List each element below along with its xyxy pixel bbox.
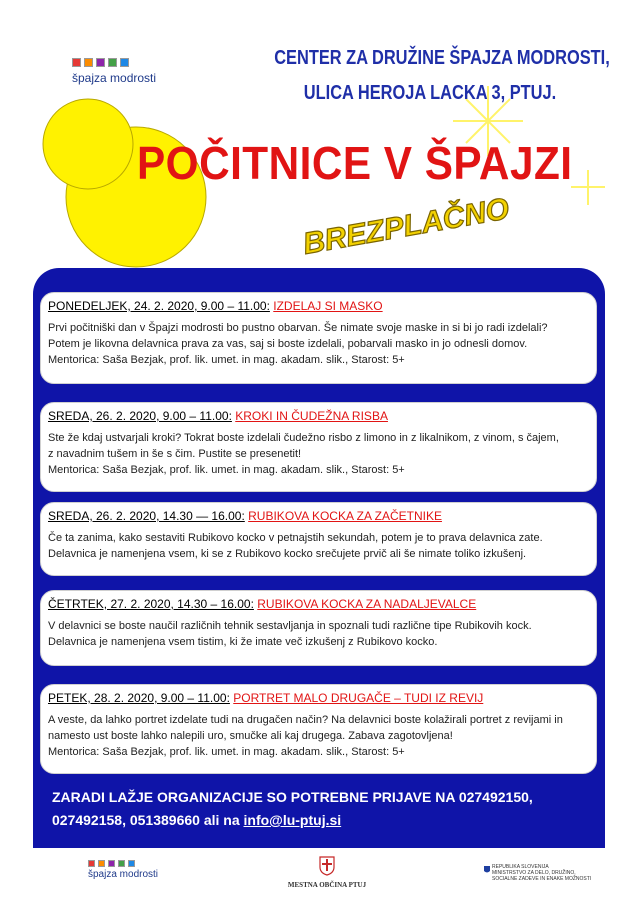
mentor-line: Mentorica: Saša Bezjak, prof. lik. umet. in mag. akadam. slik., Starost: 5+: [48, 464, 405, 476]
registration-line-2: [52, 809, 597, 832]
workshop-title: [48, 408, 589, 424]
workshop-description: [48, 712, 589, 760]
workshop-name: PORTRET MALO DRUGAČE – TUDI IZ REVIJ: [233, 691, 484, 705]
workshop-description: [48, 320, 589, 368]
municipality-block: [282, 856, 372, 889]
description-line: V delavnici se boste naučil različnih tehnik sestavljanja in spoznali tudi različne tipe Rubikovih kock.: [48, 620, 532, 632]
workshop-card: [40, 292, 597, 384]
workshop-name: KROKI IN ČUDEŽNA RISBA: [235, 409, 388, 423]
slovenia-arms-icon: [484, 866, 490, 874]
ministry-line: REPUBLIKA SLOVENIJA: [492, 864, 549, 870]
small-yellow-circle: [43, 99, 133, 189]
workshop-title: [48, 596, 589, 612]
workshop-description: [48, 430, 589, 478]
registration-line-1: ZARADI LAŽJE ORGANIZACIJE SO POTREBNE PRIJAVE NA 027492150,: [52, 789, 533, 805]
workshop-name: RUBIKOVA KOCKA ZA ZAČETNIKE: [248, 509, 442, 523]
description-line: z navadnim tušem in še s čim. Pustite se presenetit!: [48, 448, 302, 460]
free-label: BREZPLAČNO: [300, 192, 512, 261]
workshop-title: [48, 508, 589, 524]
ministry-line: SOCIALNE ZADEVE IN ENAKE MOŽNOSTI: [492, 876, 592, 882]
header-line-1: CENTER ZA DRUŽINE ŠPAJZA MODROSTI,: [274, 47, 610, 69]
workshop-card: [40, 684, 597, 774]
workshop-name: RUBIKOVA KOCKA ZA NADALJEVALCE: [257, 597, 477, 611]
description-line: Če ta zanima, kako sestaviti Rubikovo kocko v petnajstih sekundah, potem je to prava delavnica zate.: [48, 532, 543, 544]
email-link[interactable]: info@lu-ptuj.si: [243, 812, 342, 828]
workshop-title: [48, 690, 589, 706]
description-line: Prvi počitniški dan v Špajzi modrosti bo pustno obarvan. Še nimate svoje maske in si bi jo radi izdelali?: [48, 322, 548, 334]
page-title: POČITNICE V ŠPAJZI: [137, 137, 573, 189]
registration-info: [52, 786, 597, 832]
description-line: namesto ust boste lahko nalepili uro, smučke ali kaj drugega. Zabava zagotovljena!: [48, 730, 453, 742]
workshop-date: ČETRTEK, 27. 2. 2020, 14.30 – 16.00:: [48, 597, 254, 611]
ministry-block: [492, 864, 591, 882]
workshop-card: [40, 502, 597, 576]
description-line: Delavnica je namenjena vsem tistim, ki že imate več izkušenj z Rubikovo kocko.: [48, 636, 438, 648]
footer-logo-text: špajza modrosti: [88, 869, 159, 880]
logo-squares: [88, 860, 158, 867]
ministry-line: MINISTRSTVO ZA DELO, DRUŽINO,: [492, 870, 576, 876]
workshop-card: [40, 402, 597, 492]
workshop-card: [40, 590, 597, 666]
workshop-description: [48, 530, 589, 562]
mentor-line: Mentorica: Saša Bezjak, prof. lik. umet. in mag. akadam. slik., Starost: 5+: [48, 746, 405, 758]
mentor-line: Mentorica: Saša Bezjak, prof. lik. umet. in mag. akadam. slik., Starost: 5+: [48, 354, 405, 366]
workshop-date: SREDA, 26. 2. 2020, 14.30 — 16.00:: [48, 509, 245, 523]
description-line: A veste, da lahko portret izdelate tudi na drugačen način? Na delavnici boste kolažirali portret z revijami in: [48, 714, 563, 726]
sparkle-small-icon: [571, 170, 605, 205]
workshop-date: SREDA, 26. 2. 2020, 9.00 – 11.00:: [48, 409, 232, 423]
description-line: Delavnica je namenjena vsem, ki se z Rubikovo kocko srečujete prvič ali še nimate toliko izkušenj.: [48, 548, 527, 560]
workshop-name: IZDELAJ SI MASKO: [273, 299, 383, 313]
registration-phones: 027492158, 051389660 ali na: [52, 812, 240, 828]
workshop-title: [48, 298, 589, 314]
description-line: Ste že kdaj ustvarjali kroki? Tokrat boste izdelali čudežno risbo z limono in z likalnikom, z vinom, s čajem,: [48, 432, 559, 444]
spajza-logo-footer: [88, 860, 158, 880]
logo-text: špajza modrosti: [72, 71, 157, 85]
workshop-date: PETEK, 28. 2. 2020, 9.00 – 11.00:: [48, 691, 230, 705]
header-line-2: ULICA HEROJA LACKA 3, PTUJ.: [303, 82, 557, 104]
description-line: Potem je likovna delavnica prava za vas, saj si boste izdelali, pobarvali masko in jo odnesli domov.: [48, 338, 528, 350]
workshop-date: PONEDELJEK, 24. 2. 2020, 9.00 – 11.00:: [48, 299, 270, 313]
municipality-name: MESTNA OBČINA PTUJ: [287, 881, 367, 889]
coat-of-arms-icon: [319, 856, 335, 876]
workshop-description: [48, 618, 589, 650]
